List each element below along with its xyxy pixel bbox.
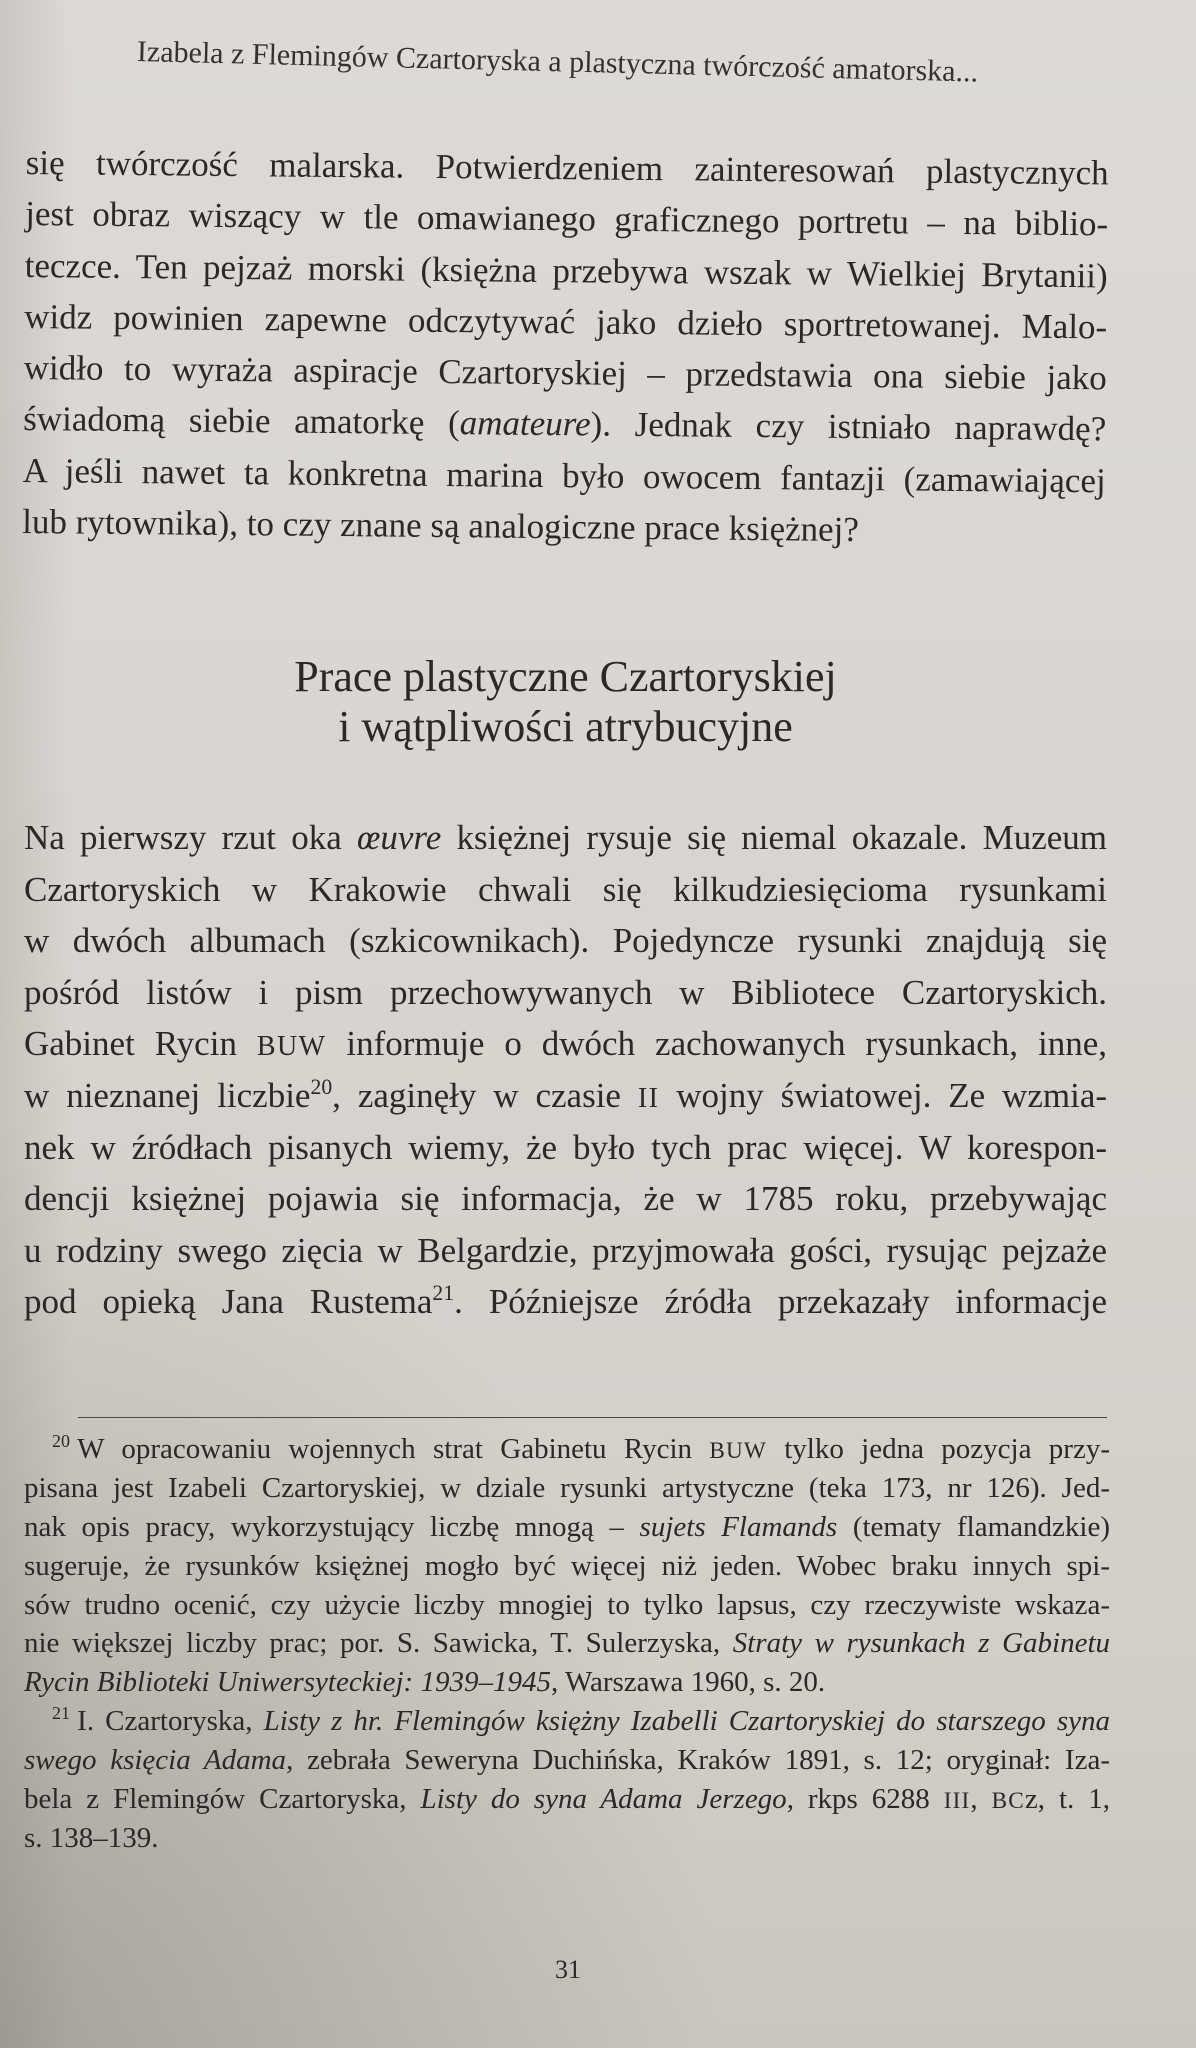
text-run: I. Czartoryska,: [77, 1705, 264, 1738]
text-run: w nieznanej liczbie: [24, 1075, 311, 1115]
text-run: s. 138–139.: [24, 1821, 159, 1854]
footnotes: [24, 1430, 1110, 1858]
text-run: sów trudno ocenić, czy użycie liczby mnogiej to tylko lapsus, czy rzeczywiste wskaza-: [24, 1588, 1110, 1621]
text-run: sugeruje, że rysunków księżnej mogło być więcej niż jeden. Wobec braku innych spi-: [24, 1549, 1110, 1582]
text-line: [24, 1702, 1110, 1741]
text-run: u rodziny swego zięcia w Belgardzie, przyjmowała gości, rysując pejzaże: [24, 1230, 1107, 1270]
italic-text: Straty w rysunkach z Gabinetu: [732, 1627, 1110, 1660]
text-line: [24, 1225, 1107, 1277]
text-line: [24, 1663, 1110, 1702]
text-line: [24, 967, 1107, 1019]
text-run: jest obraz wiszący w tle omawianego graficznego portretu – na biblio-: [25, 194, 1109, 244]
text-run: teczce. Ten pejzaż morski (księżna przebywa wszak w Wielkiej Brytanii): [24, 245, 1108, 295]
text-run: lub rytownika), to czy znane są analogiczne prace księżnej?: [22, 502, 860, 550]
text-line: [24, 1430, 1110, 1469]
text-run: ). Jednak czy istniało naprawdę?: [590, 404, 1107, 449]
footnote-separator-rule: [78, 1417, 1107, 1418]
small-caps-text: BUW: [256, 1031, 327, 1063]
footnote: [24, 1430, 1110, 1702]
text-run: A jeśli nawet ta konkretna marina było owocem fantazji (zamawiającej: [22, 450, 1106, 501]
italic-text: œuvre: [357, 818, 442, 857]
text-line: [22, 496, 1105, 558]
text-line: [24, 812, 1107, 864]
small-caps-text: III: [943, 1788, 971, 1815]
footnote-number: 21: [52, 1703, 70, 1724]
italic-text: Listy z hr. Flemingów księżny Izabelli Czartoryskiej do starszego syna: [263, 1705, 1110, 1738]
text-line: [24, 1741, 1110, 1780]
section-heading: [24, 652, 1107, 752]
text-run: , Warszawa 1960, s. 20.: [550, 1666, 826, 1699]
text-run: księżnej rysuje się niemal okazale. Muzeum: [441, 818, 1108, 857]
text-run: Gabinet Rycin: [24, 1024, 257, 1064]
text-run: ,: [970, 1783, 992, 1816]
text-run: nie większej liczby prac; por. S. Sawicka, T. Sulerzyska,: [24, 1627, 733, 1660]
text-line: [24, 1586, 1110, 1625]
text-run: informuje o dwóch zachowanych rysunkach, inne,: [326, 1024, 1107, 1064]
text-run: nek w źródłach pisanych wiemy, że było tych prac więcej. W korespon-: [24, 1127, 1107, 1167]
text-line: [24, 915, 1107, 967]
small-caps-text: BC: [991, 1788, 1025, 1815]
small-caps-text: BUW: [709, 1438, 767, 1464]
text-line: [24, 1070, 1107, 1122]
section-heading-line: i wątpliwości atrybucyjne: [338, 702, 793, 751]
text-run: świadomą siebie amatorkę (: [23, 399, 460, 443]
text-run: pośród listów i pism przechowywanych w Bibliotece Czartoryskich.: [24, 972, 1107, 1012]
text-run: , rkps 6288: [786, 1783, 944, 1816]
text-run: pisana jest Izabeli Czartoryskiej, w dziale rysunki artystyczne (teka 173, nr 126). Jed-: [24, 1471, 1110, 1504]
italic-text: Rycin Biblioteki Uniwersyteckiej: 1939–1945: [24, 1666, 551, 1699]
text-run: w dwóch albumach (szkicownikach). Pojedyncze rysunki znajdują się: [24, 921, 1107, 961]
italic-text: sujets Flamands: [639, 1510, 838, 1543]
text-run: nak opis pracy, wykorzystujący liczbę mnogą –: [24, 1510, 640, 1543]
small-caps-text: II: [637, 1082, 660, 1114]
text-run: tylko jedna pozycja przy-: [766, 1433, 1110, 1465]
text-run: się twórczość malarska. Potwierdzeniem zainteresowań plastycznych: [25, 143, 1109, 193]
italic-text: amateure: [459, 403, 591, 444]
text-line: [24, 1469, 1110, 1508]
text-run: , zaginęły w czasie: [332, 1075, 638, 1115]
text-line: [24, 1624, 1110, 1663]
text-line: [24, 1780, 1110, 1819]
footnote: [24, 1702, 1110, 1858]
text-line: [24, 1508, 1110, 1547]
page-number: 31: [555, 1955, 581, 1984]
text-run: Czartoryskich w Krakowie chwali się kilkudziesięcioma rysunkami: [24, 869, 1107, 909]
text-line: [24, 1276, 1107, 1328]
text-run: z, t. 1,: [1024, 1783, 1110, 1816]
text-run: widło to wyraża aspiracje Czartoryskiej – przedstawia ona siebie jako: [23, 348, 1107, 398]
text-run: pod opieką Jana Rustema: [24, 1282, 433, 1322]
text-line: [24, 1018, 1107, 1070]
text-run: bela z Flemingów Czartoryska,: [24, 1783, 421, 1816]
italic-text: Listy do syna Adama Jerzego: [420, 1783, 787, 1816]
text-run: (tematy flamandzkie): [837, 1510, 1110, 1543]
text-line: [24, 1173, 1107, 1225]
text-run: . Późniejsze źródła przekazały informacje: [454, 1282, 1108, 1322]
text-line: [24, 864, 1107, 916]
text-run: widz powinien zapewne odczytywać jako dzieło sportretowanej. Malo-: [24, 296, 1108, 347]
text-run: dencji księżnej pojawia się informacja, że w 1785 roku, przebywając: [24, 1179, 1107, 1219]
text-run: , zebrała Seweryna Duchińska, Kraków 1891, s. 12; oryginał: Iza-: [286, 1744, 1110, 1777]
footnote-reference: 20: [310, 1074, 333, 1099]
italic-text: swego księcia Adama: [24, 1744, 287, 1777]
text-line: [24, 1547, 1110, 1586]
body-paragraph: [22, 137, 1109, 558]
body-paragraph: [24, 812, 1107, 1328]
text-line: [24, 1122, 1107, 1174]
text-run: Na pierwszy rzut oka: [24, 818, 358, 857]
footnote-number: 20: [52, 1430, 70, 1451]
running-header: Izabela z Flemingów Czartoryska a plastyczna twórczość amatorska...: [136, 35, 979, 89]
text-run: wojny światowej. Ze wzmia-: [659, 1075, 1108, 1115]
text-run: W opracowaniu wojennych strat Gabinetu Rycin: [77, 1433, 710, 1465]
text-line: [24, 1819, 1110, 1858]
section-heading-line: Prace plastyczne Czartoryskiej: [294, 652, 837, 701]
footnote-reference: 21: [432, 1280, 455, 1305]
